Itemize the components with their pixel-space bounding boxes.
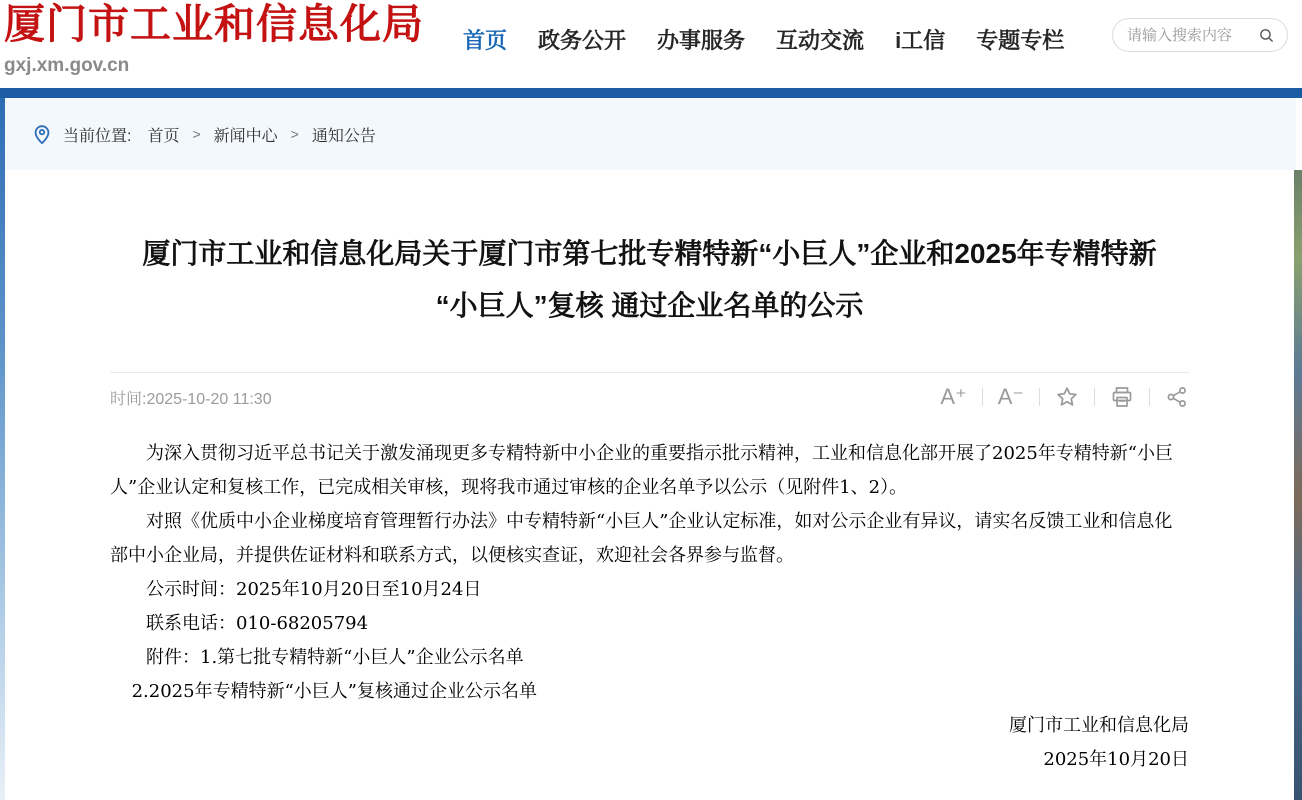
breadcrumb-separator: > xyxy=(192,126,201,142)
site-name: 厦门市工业和信息化局 xyxy=(4,1,424,47)
publicity-period-line: 公示时间：2025年10月20日至10月24日 xyxy=(146,579,482,600)
location-pin-icon xyxy=(31,121,53,147)
right-edge-decoration xyxy=(1294,170,1302,800)
font-increase-button[interactable]: A⁺ xyxy=(940,384,967,409)
site-header xyxy=(0,0,1302,88)
publish-time: 时间:2025-10-20 11:30 xyxy=(110,390,272,408)
breadcrumb-label: 当前位置: xyxy=(63,127,132,145)
nav-item-special-topics[interactable]: 专题专栏 xyxy=(976,28,1065,53)
publish-date: 2025年10月20日 xyxy=(1043,749,1189,770)
nav-item-interaction[interactable]: 互动交流 xyxy=(776,28,865,53)
nav-item-gov-info[interactable]: 政务公开 xyxy=(538,28,627,53)
contact-phone-line: 联系电话：010-68205794 xyxy=(146,613,369,634)
publisher-name: 厦门市工业和信息化局 xyxy=(1009,715,1189,736)
page-title-line2: “小巨人”复核 通过企业名单的公示 xyxy=(435,290,864,321)
toolbar-divider xyxy=(1149,388,1150,406)
print-icon[interactable] xyxy=(1110,385,1134,409)
nav-item-home[interactable]: 首页 xyxy=(463,28,508,53)
article-paragraph: 对照《优质中小企业梯度培育管理暂行办法》中专精特新“小巨人”企业认定标准，如对公示企业有异议，请实名反馈工业和信息化部中小企业局，并提供佐证材料和联系方式，以便核实查证，欢迎社会各界参与监督。 xyxy=(110,511,1173,566)
nav-item-services[interactable]: 办事服务 xyxy=(657,28,746,53)
content-area xyxy=(5,170,1294,800)
main-nav xyxy=(463,24,1064,55)
article-paragraph: 为深入贯彻习近平总书记关于激发涌现更多专精特新中小企业的重要指示批示精神，工业和信息化部开展了2025年专精特新“小巨人”企业认定和复核工作，已完成相关审核，现将我市通过审核的企业名单予以公示（见附件1、2）。 xyxy=(110,443,1174,498)
breadcrumb-link-home[interactable]: 首页 xyxy=(147,127,180,145)
toolbar-divider xyxy=(1094,388,1095,406)
article-body xyxy=(110,437,1189,777)
article-toolbar xyxy=(940,385,1189,409)
breadcrumb-separator: > xyxy=(290,126,299,142)
breadcrumb-link-news-center[interactable]: 新闻中心 xyxy=(213,127,278,145)
search-icon[interactable] xyxy=(1258,27,1275,44)
breadcrumb-link-notices[interactable]: 通知公告 xyxy=(311,127,376,145)
article xyxy=(110,228,1189,777)
font-decrease-button[interactable]: A⁻ xyxy=(997,384,1024,409)
article-meta-row xyxy=(110,372,1189,409)
site-domain: gxj.xm.gov.cn xyxy=(4,55,130,76)
page-title-line1: 厦门市工业和信息化局关于厦门市第七批专精特新“小巨人”企业和2025年专精特新 xyxy=(142,238,1157,269)
favorite-star-icon[interactable] xyxy=(1055,385,1079,409)
page-title xyxy=(110,228,1189,332)
search-box xyxy=(1112,18,1288,52)
breadcrumb xyxy=(5,98,1296,170)
toolbar-divider xyxy=(982,388,983,406)
site-logo[interactable] xyxy=(4,0,424,78)
search-input[interactable] xyxy=(1125,26,1258,45)
toolbar-divider xyxy=(1039,388,1040,406)
attachment-line-2: 2.2025年专精特新“小巨人”复核通过企业公示名单 xyxy=(131,681,537,702)
nav-item-i-gongxin[interactable]: i工信 xyxy=(895,28,946,53)
attachment-line-1: 附件：1.第七批专精特新“小巨人”企业公示名单 xyxy=(146,647,524,668)
share-icon[interactable] xyxy=(1165,385,1189,409)
header-divider-bar xyxy=(0,88,1302,98)
